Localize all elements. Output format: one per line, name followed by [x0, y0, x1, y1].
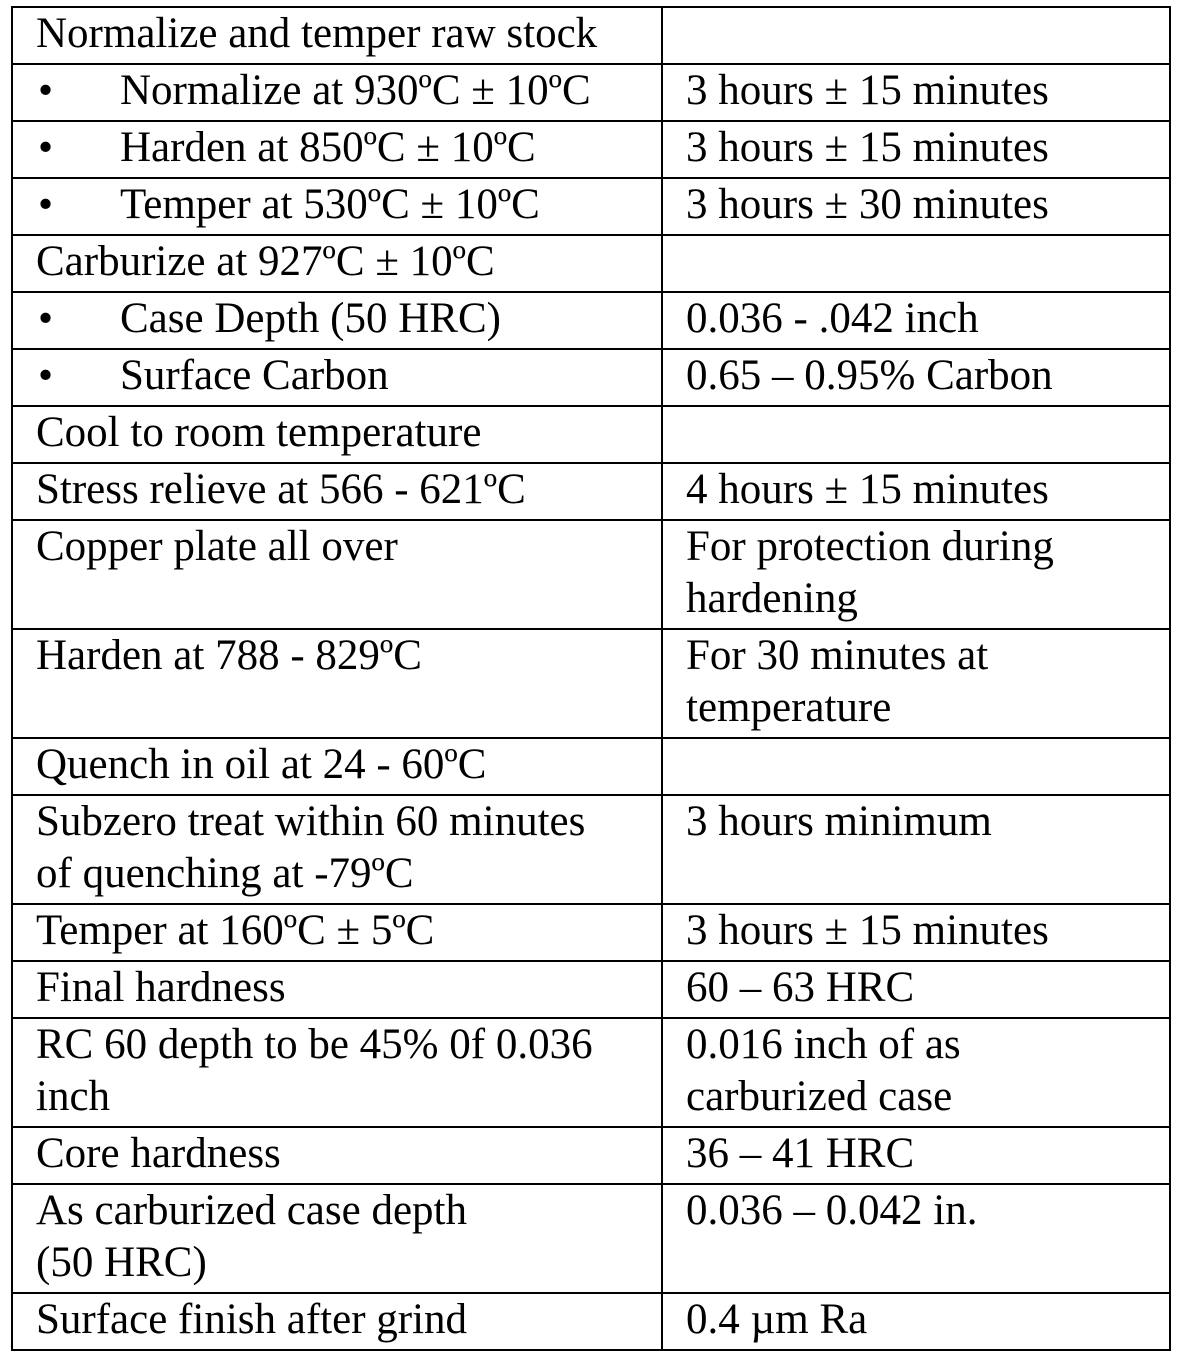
step-cell — [12, 121, 662, 178]
bullet-item — [36, 122, 661, 174]
step-text: Normalize at 930ºC ± 10ºC — [120, 67, 591, 114]
bullet-icon: • — [38, 352, 54, 399]
value-line: 0.016 inch of as — [686, 1021, 961, 1068]
step-text: Case Depth (50 HRC) — [120, 295, 501, 342]
value-cell — [662, 7, 1170, 64]
table-row — [12, 7, 1170, 64]
table-row — [12, 1018, 1170, 1127]
step-cell: Carburize at 927ºC ± 10ºC — [12, 235, 662, 292]
value-cell — [662, 629, 1170, 738]
value-cell — [662, 520, 1170, 629]
step-cell: Final hardness — [12, 961, 662, 1018]
step-cell: Core hardness — [12, 1127, 662, 1184]
value-cell: 0.4 µm Ra — [662, 1293, 1170, 1350]
table-row — [12, 406, 1170, 463]
value-line: temperature — [686, 684, 892, 731]
step-cell: Cool to room temperature — [12, 406, 662, 463]
step-cell — [12, 178, 662, 235]
bullet-item — [36, 293, 661, 345]
table-row — [12, 795, 1170, 904]
bullet-icon: • — [38, 124, 54, 171]
bullet-item — [36, 350, 661, 402]
step-cell: Temper at 160ºC ± 5ºC — [12, 904, 662, 961]
value-cell: 3 hours ± 15 minutes — [662, 904, 1170, 961]
value-cell — [662, 738, 1170, 795]
bullet-icon: • — [38, 295, 54, 342]
step-text: Surface Carbon — [120, 352, 389, 399]
value-cell — [662, 235, 1170, 292]
table-row — [12, 1184, 1170, 1293]
bullet-item — [36, 179, 661, 231]
step-line: Subzero treat within 60 minutes — [36, 798, 586, 845]
value-cell: 3 hours ± 30 minutes — [662, 178, 1170, 235]
step-cell: Surface finish after grind — [12, 1293, 662, 1350]
step-line: RC 60 depth to be 45% 0f 0.036 — [36, 1021, 593, 1068]
step-line: inch — [36, 1073, 111, 1120]
value-cell: 3 hours ± 15 minutes — [662, 64, 1170, 121]
table-row — [12, 463, 1170, 520]
table-row — [12, 904, 1170, 961]
step-cell: Normalize and temper raw stock — [12, 7, 662, 64]
step-text: Temper at 530ºC ± 10ºC — [120, 181, 540, 228]
step-cell: Copper plate all over — [12, 520, 662, 629]
table-row — [12, 121, 1170, 178]
value-cell: 3 hours ± 15 minutes — [662, 121, 1170, 178]
value-cell: 0.036 – 0.042 in. — [662, 1184, 1170, 1293]
table-row — [12, 64, 1170, 121]
value-cell — [662, 406, 1170, 463]
table-row — [12, 961, 1170, 1018]
step-cell — [12, 795, 662, 904]
value-cell: 3 hours minimum — [662, 795, 1170, 904]
step-text: Harden at 850ºC ± 10ºC — [120, 124, 536, 171]
step-cell — [12, 64, 662, 121]
table-row — [12, 349, 1170, 406]
value-cell: 0.036 - .042 inch — [662, 292, 1170, 349]
bullet-item — [36, 65, 661, 117]
step-line: As carburized case depth — [36, 1187, 467, 1234]
value-line: For protection during — [686, 523, 1054, 570]
step-cell — [12, 1184, 662, 1293]
heat-treatment-spec-table — [11, 6, 1171, 1351]
table-row — [12, 520, 1170, 629]
step-line: of quenching at -79ºC — [36, 850, 414, 897]
value-line: hardening — [686, 575, 858, 622]
value-cell: 60 – 63 HRC — [662, 961, 1170, 1018]
step-line: (50 HRC) — [36, 1239, 207, 1286]
table-row — [12, 178, 1170, 235]
value-cell — [662, 1018, 1170, 1127]
table-row — [12, 292, 1170, 349]
step-cell: Quench in oil at 24 - 60ºC — [12, 738, 662, 795]
value-cell: 36 – 41 HRC — [662, 1127, 1170, 1184]
step-cell: Stress relieve at 566 - 621ºC — [12, 463, 662, 520]
value-line: carburized case — [686, 1073, 953, 1120]
value-line: For 30 minutes at — [686, 632, 989, 679]
table-row — [12, 738, 1170, 795]
table-row — [12, 235, 1170, 292]
table-row — [12, 629, 1170, 738]
step-cell — [12, 1018, 662, 1127]
table-row — [12, 1127, 1170, 1184]
step-cell: Harden at 788 - 829ºC — [12, 629, 662, 738]
bullet-icon: • — [38, 67, 54, 114]
bullet-icon: • — [38, 181, 54, 228]
table-row — [12, 1293, 1170, 1350]
step-cell — [12, 292, 662, 349]
value-cell: 4 hours ± 15 minutes — [662, 463, 1170, 520]
value-cell: 0.65 – 0.95% Carbon — [662, 349, 1170, 406]
step-cell — [12, 349, 662, 406]
